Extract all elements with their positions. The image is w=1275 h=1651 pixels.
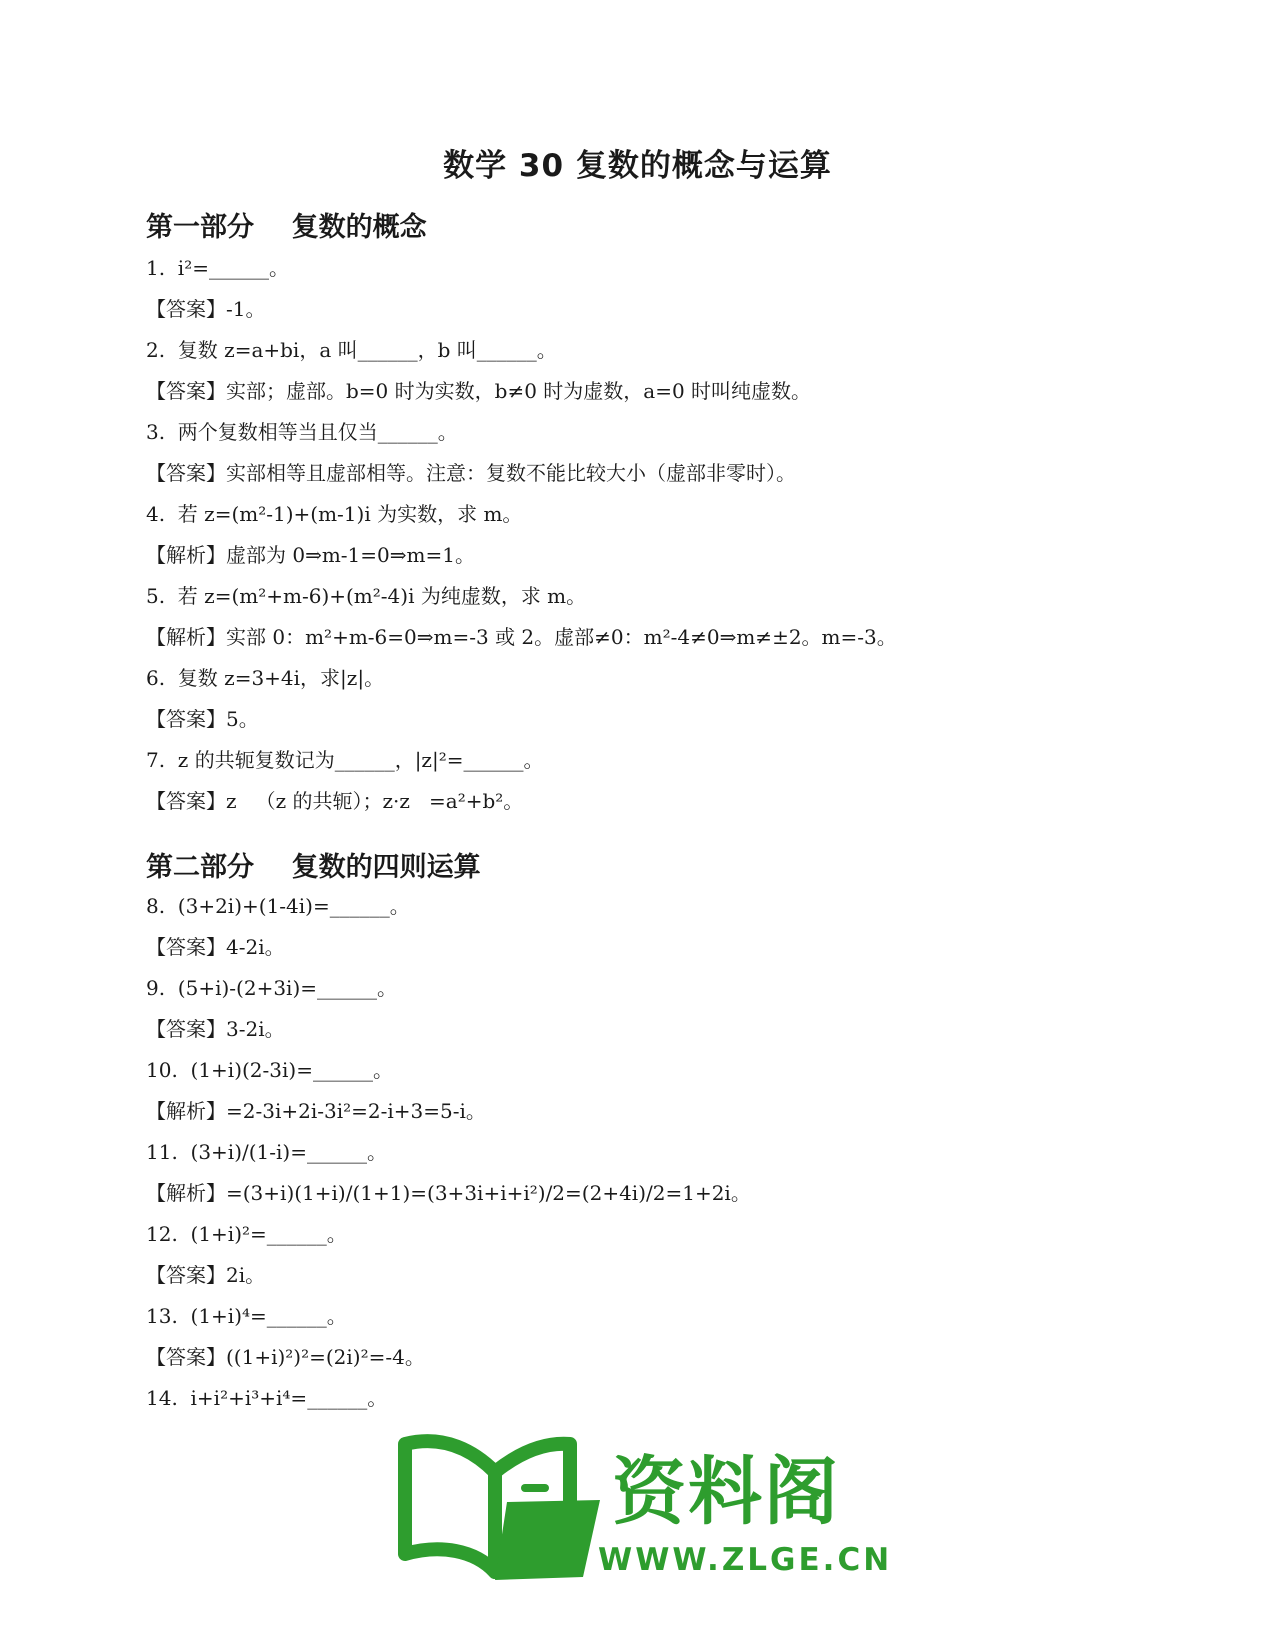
question-10: 10. (1+i)(2-3i)=______。 xyxy=(146,1058,393,1082)
question-8: 8. (3+2i)+(1-4i)=______。 xyxy=(146,894,410,918)
analysis-11: 【解析】=(3+i)(1+i)/(1+1)=(3+3i+i+i²)/2=(2+4i)/2=1+2i。 xyxy=(146,1181,751,1205)
question-7: 7. z 的共轭复数记为______，|z|²=______。 xyxy=(146,748,544,772)
section-heading-2: 第二部分 复数的四则运算 xyxy=(146,852,481,883)
question-5: 5. 若 z=(m²+m-6)+(m²-4)i 为纯虚数，求 m。 xyxy=(146,584,587,608)
answer-9: 【答案】3-2i。 xyxy=(146,1017,285,1041)
analysis-4: 【解析】虚部为 0⇒m-1=0⇒m=1。 xyxy=(146,543,475,567)
question-4: 4. 若 z=(m²-1)+(m-1)i 为实数，求 m。 xyxy=(146,502,523,526)
question-3: 3. 两个复数相等当且仅当______。 xyxy=(146,420,458,444)
question-6: 6. 复数 z=3+4i，求|z|。 xyxy=(146,666,385,690)
analysis-10: 【解析】=2-3i+2i-3i²=2-i+3=5-i。 xyxy=(146,1099,486,1123)
answer-8: 【答案】4-2i。 xyxy=(146,935,285,959)
answer-2: 【答案】实部；虚部。b=0 时为实数，b≠0 时为虚数，a=0 时叫纯虚数。 xyxy=(146,379,812,403)
question-14: 14. i+i²+i³+i⁴=______。 xyxy=(146,1386,388,1410)
answer-7: 【答案】z （z 的共轭）；z·z =a²+b²。 xyxy=(146,789,524,813)
page-title: 数学 30 复数的概念与运算 xyxy=(443,148,832,184)
question-12: 12. (1+i)²=______。 xyxy=(146,1222,347,1246)
section-heading-1: 第一部分 复数的概念 xyxy=(146,212,427,243)
answer-1: 【答案】-1。 xyxy=(146,297,266,321)
question-11: 11. (3+i)/(1-i)=______。 xyxy=(146,1140,387,1164)
watermark-url: WWW.ZLGE.CN xyxy=(598,1542,893,1578)
answer-13: 【答案】((1+i)²)²=(2i)²=-4。 xyxy=(146,1345,425,1369)
question-13: 13. (1+i)⁴=______。 xyxy=(146,1304,347,1328)
answer-3: 【答案】实部相等且虚部相等。注意：复数不能比较大小（虚部非零时）。 xyxy=(146,461,796,485)
question-1: 1. i²=______。 xyxy=(146,256,289,280)
answer-12: 【答案】2i。 xyxy=(146,1263,266,1287)
answer-6: 【答案】5。 xyxy=(146,707,259,731)
analysis-5: 【解析】实部 0：m²+m-6=0⇒m=-3 或 2。虚部≠0：m²-4≠0⇒m≠±2。m=-3。 xyxy=(146,625,897,649)
question-2: 2. 复数 z=a+bi，a 叫______，b 叫______。 xyxy=(146,338,557,362)
question-9: 9. (5+i)-(2+3i)=______。 xyxy=(146,976,398,1000)
watermark-brand: 资料阁 xyxy=(612,1449,840,1535)
